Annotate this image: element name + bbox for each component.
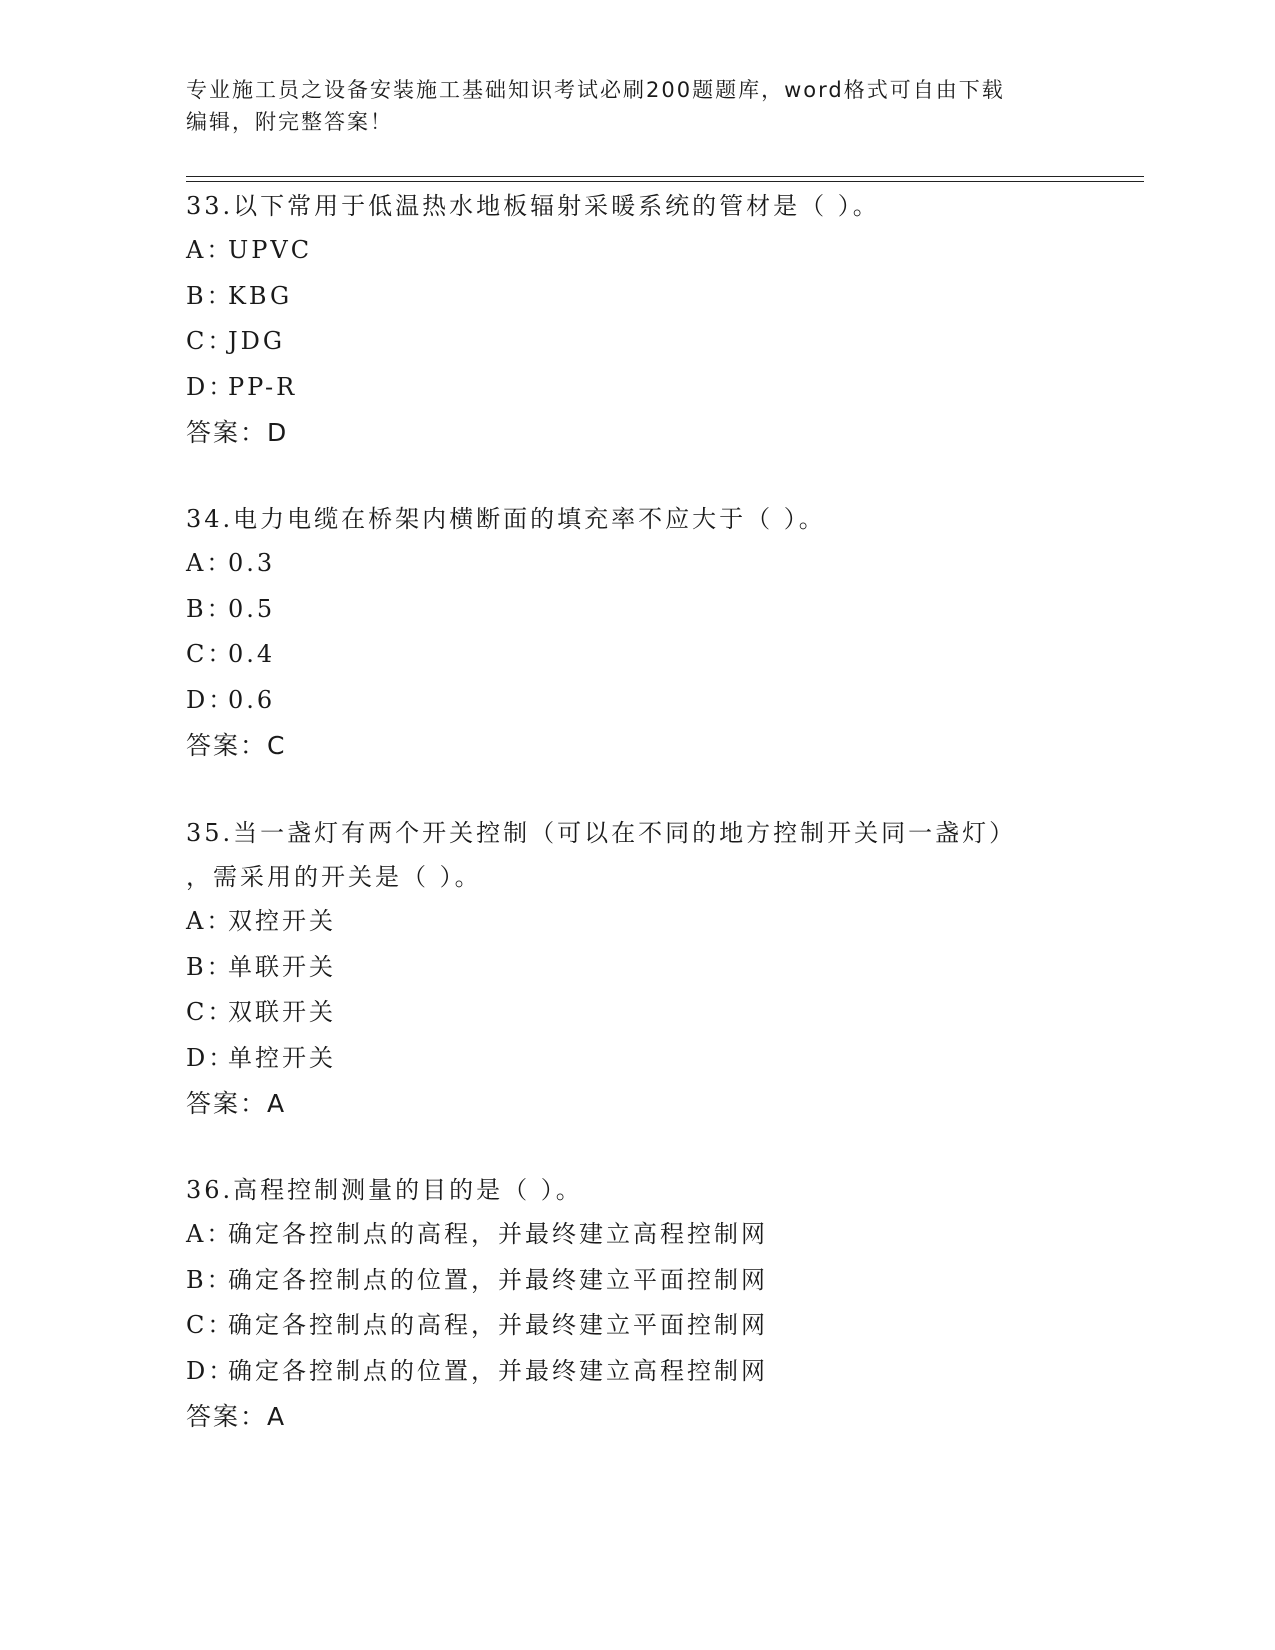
option-key: B： bbox=[186, 1265, 234, 1294]
option-text: 确定各控制点的位置，并最终建立高程控制网 bbox=[228, 1356, 768, 1385]
question-stem: 35.当一盏灯有两个开关控制（可以在不同的地方控制开关同一盏灯） bbox=[186, 819, 1017, 847]
option-c bbox=[186, 319, 1086, 365]
option-key: C： bbox=[186, 327, 235, 355]
question-stem: 33.以下常用于低温热水地板辐射采暖系统的管材是（ ）。 bbox=[186, 192, 880, 220]
option-a bbox=[186, 899, 1086, 945]
option-key: C： bbox=[186, 998, 235, 1026]
answer-line: 答案：C bbox=[186, 731, 287, 760]
header-divider-top bbox=[186, 176, 1144, 177]
question-stem: 34.电力电缆在桥架内横断面的填充率不应大于（ ）。 bbox=[186, 505, 826, 533]
option-key: D： bbox=[186, 685, 236, 714]
question-stem-continued: ，需采用的开关是（ ）。 bbox=[186, 863, 482, 891]
option-text: UPVC bbox=[228, 236, 313, 264]
option-key: D： bbox=[186, 1356, 236, 1385]
question-35 bbox=[186, 811, 1086, 1127]
question-34 bbox=[186, 497, 1086, 769]
header-divider-bottom bbox=[186, 181, 1144, 182]
header-line-1: 专业施工员之设备安装施工基础知识考试必刷200题题库，word格式可自由下载 bbox=[186, 78, 1005, 102]
option-d bbox=[186, 678, 1086, 724]
option-key: C： bbox=[186, 640, 235, 668]
option-key: B： bbox=[186, 281, 234, 310]
option-text: 确定各控制点的位置，并最终建立平面控制网 bbox=[228, 1265, 768, 1294]
option-b bbox=[186, 587, 1086, 633]
option-key: A： bbox=[186, 236, 234, 264]
option-key: D： bbox=[186, 372, 236, 401]
option-key: C： bbox=[186, 1311, 235, 1339]
option-d bbox=[186, 1349, 1086, 1395]
header-line-2: 编辑，附完整答案！ bbox=[186, 110, 393, 134]
option-b bbox=[186, 1258, 1086, 1304]
option-text: 0.5 bbox=[228, 594, 276, 623]
question-stem: 36.高程控制测量的目的是（ ）。 bbox=[186, 1176, 583, 1204]
option-key: B： bbox=[186, 952, 234, 981]
option-text: 确定各控制点的高程，并最终建立平面控制网 bbox=[228, 1311, 768, 1339]
option-text: 单联开关 bbox=[228, 952, 336, 981]
option-text: 0.4 bbox=[228, 640, 276, 668]
option-text: 0.6 bbox=[228, 685, 276, 714]
question-33 bbox=[186, 184, 1086, 456]
option-text: 双联开关 bbox=[228, 998, 336, 1026]
option-text: 0.3 bbox=[228, 549, 276, 577]
answer-line: 答案：A bbox=[186, 1089, 287, 1118]
option-key: A： bbox=[186, 549, 234, 577]
answer-line: 答案：A bbox=[186, 1402, 287, 1431]
option-text: 确定各控制点的高程，并最终建立高程控制网 bbox=[228, 1220, 768, 1248]
option-text: KBG bbox=[228, 281, 293, 310]
option-a bbox=[186, 228, 1086, 274]
option-b bbox=[186, 945, 1086, 991]
option-c bbox=[186, 1303, 1086, 1349]
answer-line: 答案：D bbox=[186, 418, 289, 447]
document-header bbox=[186, 74, 1076, 138]
option-text: JDG bbox=[228, 327, 286, 355]
option-text: PP-R bbox=[228, 372, 298, 401]
option-c bbox=[186, 632, 1086, 678]
option-a bbox=[186, 541, 1086, 587]
option-text: 单控开关 bbox=[228, 1043, 336, 1072]
option-d bbox=[186, 365, 1086, 411]
option-text: 双控开关 bbox=[228, 907, 336, 935]
question-36 bbox=[186, 1168, 1086, 1440]
option-key: A： bbox=[186, 1220, 234, 1248]
option-key: B： bbox=[186, 594, 234, 623]
option-c bbox=[186, 990, 1086, 1036]
option-b bbox=[186, 274, 1086, 320]
option-a bbox=[186, 1212, 1086, 1258]
option-d bbox=[186, 1036, 1086, 1082]
option-key: A： bbox=[186, 907, 234, 935]
option-key: D： bbox=[186, 1043, 236, 1072]
